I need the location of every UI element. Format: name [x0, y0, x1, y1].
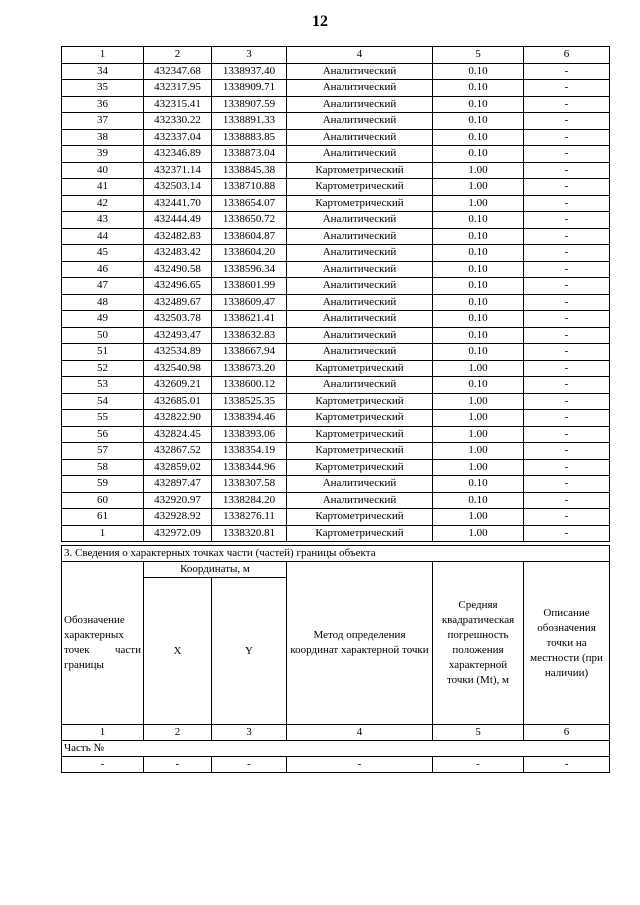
table-cell: 0.10 — [433, 212, 524, 229]
table-cell: 1338307.58 — [212, 476, 287, 493]
table-cell: Картометрический — [287, 410, 433, 427]
table-cell: Аналитический — [287, 63, 433, 80]
table-row — [62, 278, 610, 295]
table-cell: - — [524, 393, 610, 410]
table-cell: - — [524, 245, 610, 262]
table-cell: 0.10 — [433, 261, 524, 278]
table-cell: 1338937.40 — [212, 63, 287, 80]
table-cell: 1338320.81 — [212, 525, 287, 542]
table-cell: - — [524, 377, 610, 394]
table-cell: 0.10 — [433, 311, 524, 328]
table-cell: 1.00 — [433, 162, 524, 179]
table-cell: - — [524, 509, 610, 526]
table-cell: Аналитический — [287, 294, 433, 311]
table-cell: - — [524, 195, 610, 212]
table-row — [62, 476, 610, 493]
table-cell: Аналитический — [287, 212, 433, 229]
table-cell: 41 — [62, 179, 144, 196]
table-cell: 1338891.33 — [212, 113, 287, 130]
table-cell: 432503.78 — [144, 311, 212, 328]
error-header: Средняя квадратическая погрешность положения характерной точки (Mt), м — [433, 562, 524, 725]
table-cell: 432867.52 — [144, 443, 212, 460]
table-cell: Картометрический — [287, 509, 433, 526]
table-cell: 50 — [62, 327, 144, 344]
table-cell: Картометрический — [287, 525, 433, 542]
table-cell: 1338667.94 — [212, 344, 287, 361]
table-cell: 1338883.85 — [212, 129, 287, 146]
table-row — [62, 96, 610, 113]
table-cell: 1 — [62, 525, 144, 542]
column-number: 2 — [144, 47, 212, 64]
table-cell: Картометрический — [287, 360, 433, 377]
y-header: Y — [212, 578, 287, 725]
table-cell: Аналитический — [287, 80, 433, 97]
table-cell: 1338284.20 — [212, 492, 287, 509]
table-cell: - — [524, 113, 610, 130]
table-cell: 1.00 — [433, 179, 524, 196]
table-cell: - — [62, 757, 144, 773]
table-cell: 56 — [62, 426, 144, 443]
table-cell: 1338604.20 — [212, 245, 287, 262]
table-cell: - — [524, 311, 610, 328]
part-label: Часть № — [62, 741, 610, 757]
table-cell: 1338393.06 — [212, 426, 287, 443]
table-cell: 0.10 — [433, 344, 524, 361]
table-cell: Картометрический — [287, 443, 433, 460]
table-row — [62, 113, 610, 130]
table-cell: 432337.04 — [144, 129, 212, 146]
table-row — [62, 311, 610, 328]
table-row — [62, 426, 610, 443]
table-cell: 49 — [62, 311, 144, 328]
table-cell: Аналитический — [287, 261, 433, 278]
table-row — [62, 179, 610, 196]
column-number: 1 — [62, 47, 144, 64]
table-cell: 0.10 — [433, 492, 524, 509]
column-number: 3 — [212, 47, 287, 64]
table-cell: 432483.42 — [144, 245, 212, 262]
table-cell: 39 — [62, 146, 144, 163]
table-cell: Аналитический — [287, 492, 433, 509]
table-cell: 432920.97 — [144, 492, 212, 509]
table-cell: - — [524, 162, 610, 179]
table-cell: Картометрический — [287, 179, 433, 196]
table-cell: 1.00 — [433, 459, 524, 476]
table-cell: 1338525.35 — [212, 393, 287, 410]
table-cell: Аналитический — [287, 344, 433, 361]
table-cell: 60 — [62, 492, 144, 509]
table-cell: - — [524, 410, 610, 427]
table-cell: 1338621.41 — [212, 311, 287, 328]
table-cell: - — [524, 525, 610, 542]
table-cell: 1338873.04 — [212, 146, 287, 163]
table-cell: 61 — [62, 509, 144, 526]
table-cell: 1.00 — [433, 360, 524, 377]
coordinates-table — [61, 46, 610, 542]
table-cell: 0.10 — [433, 146, 524, 163]
table-cell: 432493.47 — [144, 327, 212, 344]
table-cell: 1338845.38 — [212, 162, 287, 179]
table-cell: Аналитический — [287, 327, 433, 344]
table-cell: - — [524, 492, 610, 509]
table-cell: 48 — [62, 294, 144, 311]
column-number: 6 — [524, 725, 610, 741]
table-cell: 432534.89 — [144, 344, 212, 361]
table-cell: 432496.65 — [144, 278, 212, 295]
table-cell: 432371.14 — [144, 162, 212, 179]
table-row — [62, 509, 610, 526]
table-cell: 1338344.96 — [212, 459, 287, 476]
column-number: 5 — [433, 47, 524, 64]
x-header: X — [144, 578, 212, 725]
table-cell: Картометрический — [287, 426, 433, 443]
table-cell: Аналитический — [287, 129, 433, 146]
table-cell: - — [524, 426, 610, 443]
table-cell: 1338632.83 — [212, 327, 287, 344]
table-cell: 47 — [62, 278, 144, 295]
table-cell: Аналитический — [287, 146, 433, 163]
table-row — [62, 360, 610, 377]
table-cell: Аналитический — [287, 113, 433, 130]
table-cell: 432444.49 — [144, 212, 212, 229]
table-cell: 1338654.07 — [212, 195, 287, 212]
table-cell: 432822.90 — [144, 410, 212, 427]
table-cell: - — [524, 360, 610, 377]
table-cell: - — [524, 129, 610, 146]
table-cell: 40 — [62, 162, 144, 179]
table-cell: 432490.58 — [144, 261, 212, 278]
table-cell: 1338609.47 — [212, 294, 287, 311]
description-header: Описание обозначения точки на местности (при наличии) — [524, 562, 610, 725]
table-cell: 57 — [62, 443, 144, 460]
table-row — [62, 129, 610, 146]
table-cell: Аналитический — [287, 476, 433, 493]
coordinates-header: Координаты, м — [144, 562, 287, 578]
table-cell: 0.10 — [433, 113, 524, 130]
column-number: 4 — [287, 725, 433, 741]
table-row — [62, 212, 610, 229]
table-cell: 432315.41 — [144, 96, 212, 113]
table-cell: 432897.47 — [144, 476, 212, 493]
method-header: Метод определения координат характерной точки — [287, 562, 433, 725]
table-row — [62, 80, 610, 97]
table-cell: - — [524, 294, 610, 311]
table-cell: - — [524, 212, 610, 229]
table-cell: - — [524, 476, 610, 493]
table-cell: 432540.98 — [144, 360, 212, 377]
table-cell: 1338907.59 — [212, 96, 287, 113]
table-row — [62, 443, 610, 460]
column-number: 4 — [287, 47, 433, 64]
section3-column-number-row — [62, 725, 610, 741]
table-cell: 59 — [62, 476, 144, 493]
table-cell: 1338596.34 — [212, 261, 287, 278]
table-cell: - — [524, 757, 610, 773]
table-cell: Картометрический — [287, 459, 433, 476]
table-cell: Аналитический — [287, 377, 433, 394]
table-cell: Картометрический — [287, 195, 433, 212]
table-cell: 37 — [62, 113, 144, 130]
table-cell: - — [524, 344, 610, 361]
table-row — [62, 410, 610, 427]
table-cell: 1338600.12 — [212, 377, 287, 394]
table-cell: 46 — [62, 261, 144, 278]
table-cell: Аналитический — [287, 228, 433, 245]
table-cell: - — [524, 459, 610, 476]
table-row — [62, 393, 610, 410]
table-cell: - — [144, 757, 212, 773]
table-cell: 1.00 — [433, 426, 524, 443]
table-row — [62, 294, 610, 311]
table-cell: 0.10 — [433, 278, 524, 295]
table-cell: 432824.45 — [144, 426, 212, 443]
table-row — [62, 63, 610, 80]
table-row — [62, 344, 610, 361]
table-row — [62, 146, 610, 163]
table-cell: 45 — [62, 245, 144, 262]
table-row — [62, 492, 610, 509]
table-cell: 36 — [62, 96, 144, 113]
column-number: 2 — [144, 725, 212, 741]
table-cell: 432482.83 — [144, 228, 212, 245]
table-cell: 1.00 — [433, 195, 524, 212]
table-cell: 38 — [62, 129, 144, 146]
table-cell: 432928.92 — [144, 509, 212, 526]
table-cell: Аналитический — [287, 311, 433, 328]
table-cell: 432317.95 — [144, 80, 212, 97]
table-cell: 432685.01 — [144, 393, 212, 410]
table-cell: - — [287, 757, 433, 773]
section3-empty-row — [62, 757, 610, 773]
table-cell: 1.00 — [433, 443, 524, 460]
table-cell: 35 — [62, 80, 144, 97]
table-cell: 432503.14 — [144, 179, 212, 196]
table-cell: 1338710.88 — [212, 179, 287, 196]
table-cell: Картометрический — [287, 162, 433, 179]
table-cell: 432330.22 — [144, 113, 212, 130]
table-cell: 53 — [62, 377, 144, 394]
table-cell: 0.10 — [433, 63, 524, 80]
table-cell: 54 — [62, 393, 144, 410]
table-cell: - — [212, 757, 287, 773]
table-cell: Аналитический — [287, 245, 433, 262]
table-cell: 432347.68 — [144, 63, 212, 80]
table-row — [62, 261, 610, 278]
table-cell: - — [524, 327, 610, 344]
table-cell: 1338909.71 — [212, 80, 287, 97]
table-cell: - — [524, 80, 610, 97]
table-cell: 1338276.11 — [212, 509, 287, 526]
table-cell: 1338601.99 — [212, 278, 287, 295]
point-designation-header: Обозначение характерных точек части границы — [62, 562, 144, 725]
table-row — [62, 245, 610, 262]
table-cell: - — [524, 443, 610, 460]
table-cell: 1338354.19 — [212, 443, 287, 460]
table-cell: 432609.21 — [144, 377, 212, 394]
table-cell: 55 — [62, 410, 144, 427]
table-cell: 432859.02 — [144, 459, 212, 476]
table-row — [62, 195, 610, 212]
column-number: 1 — [62, 725, 144, 741]
table-cell: 44 — [62, 228, 144, 245]
table-row — [62, 228, 610, 245]
table-row — [62, 525, 610, 542]
section3-title: 3. Сведения о характерных точках части (частей) границы объекта — [62, 546, 610, 562]
table-cell: 34 — [62, 63, 144, 80]
column-number: 3 — [212, 725, 287, 741]
table-row — [62, 377, 610, 394]
table-cell: 1.00 — [433, 525, 524, 542]
table-cell: - — [524, 228, 610, 245]
table-cell: 0.10 — [433, 377, 524, 394]
table-cell: 52 — [62, 360, 144, 377]
table-row — [62, 327, 610, 344]
page-number: 12 — [312, 13, 328, 30]
table-cell: 0.10 — [433, 129, 524, 146]
table-cell: - — [524, 96, 610, 113]
table-cell: 1.00 — [433, 509, 524, 526]
table-cell: 0.10 — [433, 245, 524, 262]
table-cell: 1338604.87 — [212, 228, 287, 245]
table-cell: 58 — [62, 459, 144, 476]
table-cell: 432489.67 — [144, 294, 212, 311]
column-number: 5 — [433, 725, 524, 741]
table-cell: 1.00 — [433, 410, 524, 427]
table-cell: 0.10 — [433, 228, 524, 245]
table-cell: 0.10 — [433, 96, 524, 113]
table-cell: 42 — [62, 195, 144, 212]
table-cell: 0.10 — [433, 327, 524, 344]
table-cell: 43 — [62, 212, 144, 229]
table-row — [62, 459, 610, 476]
table-cell: 432972.09 — [144, 525, 212, 542]
table-cell: 432346.89 — [144, 146, 212, 163]
table-cell: - — [524, 261, 610, 278]
table-cell: - — [524, 179, 610, 196]
table-cell: - — [524, 278, 610, 295]
table-cell: 1338394.46 — [212, 410, 287, 427]
table-cell: 1.00 — [433, 393, 524, 410]
table-cell: 0.10 — [433, 476, 524, 493]
table-cell: - — [524, 146, 610, 163]
table-row — [62, 162, 610, 179]
table-cell: Картометрический — [287, 393, 433, 410]
table-cell: 0.10 — [433, 294, 524, 311]
table-cell: Аналитический — [287, 96, 433, 113]
column-number-row — [62, 47, 610, 64]
table-cell: Аналитический — [287, 278, 433, 295]
section3-table — [61, 545, 610, 773]
table-cell: - — [433, 757, 524, 773]
table-cell: 1338673.20 — [212, 360, 287, 377]
column-number: 6 — [524, 47, 610, 64]
table-cell: - — [524, 63, 610, 80]
table-cell: 1338650.72 — [212, 212, 287, 229]
table-cell: 51 — [62, 344, 144, 361]
table-cell: 432441.70 — [144, 195, 212, 212]
table-cell: 0.10 — [433, 80, 524, 97]
